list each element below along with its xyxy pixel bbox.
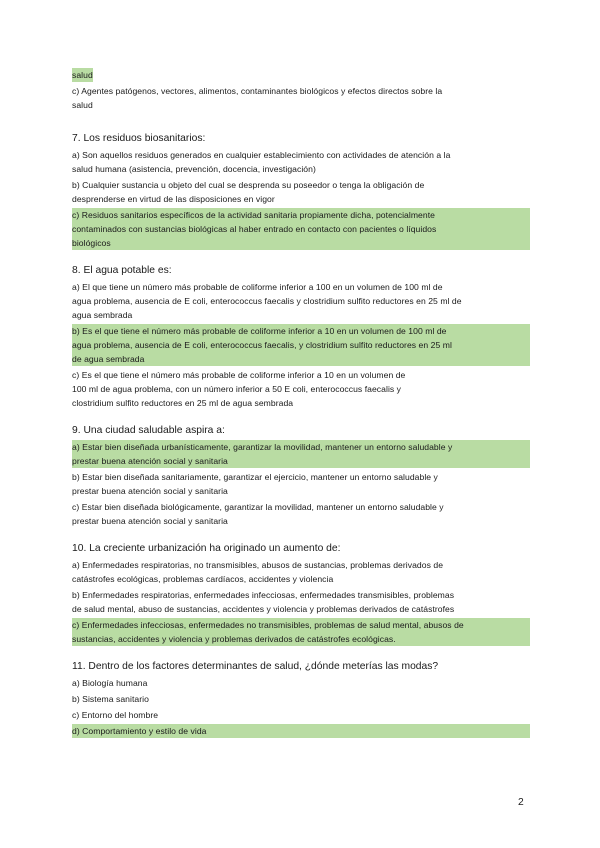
- option-line: salud humana (asistencia, prevención, docencia, investigación): [72, 164, 316, 174]
- option-line: c) Estar bien diseñada biológicamente, garantizar la movilidad, mantener un entorno saludable y: [72, 502, 444, 512]
- answer-option: [72, 676, 530, 690]
- option-line: a) Biología humana: [72, 678, 148, 688]
- answer-option: [72, 588, 530, 616]
- option-line: de agua sembrada: [72, 354, 145, 364]
- option-line: c) Agentes patógenos, vectores, alimentos, contaminantes biológicos y efectos directos sobre la: [72, 86, 443, 96]
- answer-option: [72, 178, 530, 206]
- option-line: salud: [72, 100, 93, 110]
- option-line: desprenderse en virtud de las disposiciones en vigor: [72, 194, 275, 204]
- document-page: [72, 68, 530, 740]
- option-line: a) El que tiene un número más probable de coliforme inferior a 100 en un volumen de 100 ml de: [72, 282, 443, 292]
- answer-option: [72, 708, 530, 722]
- intro-highlight: salud: [72, 70, 93, 80]
- answer-option-correct: [72, 440, 530, 468]
- option-line: biológicos: [72, 238, 111, 248]
- option-line: clostridium sulfito reductores en 25 ml de agua sembrada: [72, 398, 294, 408]
- option-line: b) Cualquier sustancia u objeto del cual se desprenda su poseedor o tenga la obligación de: [72, 180, 425, 190]
- option-line: c) Es el que tiene el número más probable de coliforme inferior a 10 en un volumen de: [72, 370, 406, 380]
- question-title: 9. Una ciudad saludable aspira a:: [72, 425, 225, 436]
- option-line: agua sembrada: [72, 310, 133, 320]
- option-line: prestar buena atención social y sanitaria: [72, 456, 228, 466]
- answer-option: [72, 368, 530, 410]
- answer-option: [72, 280, 530, 322]
- answer-option: [72, 470, 530, 498]
- option-line: b) Sistema sanitario: [72, 694, 149, 704]
- option-line: b) Es el que tiene el número más probable de coliforme inferior a 10 en un volumen de 100 ml de: [72, 326, 447, 336]
- question-list: [72, 132, 530, 738]
- option-line: a) Estar bien diseñada urbanísticamente, garantizar la movilidad, mantener un entorno saludable y: [72, 442, 453, 452]
- question-title: 8. El agua potable es:: [72, 265, 172, 276]
- option-line: b) Estar bien diseñada sanitariamente, garantizar el ejercicio, mantener un entorno saludable y: [72, 472, 438, 482]
- option-line: prestar buena atención social y sanitaria: [72, 486, 228, 496]
- option-line: b) Enfermedades respiratorias, enfermedades infecciosas, enfermedades transmisibles, problemas: [72, 590, 455, 600]
- answer-option: [72, 692, 530, 706]
- option-line: agua problema, ausencia de E coli, enterococcus faecalis, y clostridium sulfito reductores en 25 ml: [72, 340, 452, 350]
- option-line: de salud mental, abuso de sustancias, accidentes y violencia y problemas derivados de catástrofes: [72, 604, 455, 614]
- option-line: d) Comportamiento y estilo de vida: [72, 726, 207, 736]
- answer-option-correct: [72, 618, 530, 646]
- intro-line: [72, 68, 530, 82]
- option-line: 100 ml de agua problema, con un número inferior a 50 E coli, enterococcus faecalis y: [72, 384, 402, 394]
- question-title: 7. Los residuos biosanitarios:: [72, 133, 206, 144]
- page-number: 2: [518, 797, 524, 808]
- option-line: c) Entorno del hombre: [72, 710, 159, 720]
- answer-option-correct: [72, 324, 530, 366]
- answer-option: [72, 148, 530, 176]
- answer-option: [72, 558, 530, 586]
- option-line: catástrofes ecológicas, problemas cardíacos, accidentes y violencia: [72, 574, 334, 584]
- option-line: c) Enfermedades infecciosas, enfermedades no transmisibles, problemas de salud mental, abusos de: [72, 620, 464, 630]
- option-line: contaminados con sustancias biológicas al haber entrado en contacto con pacientes o líquidos: [72, 224, 437, 234]
- intro-option-c: [72, 84, 530, 112]
- answer-option: [72, 500, 530, 528]
- option-line: a) Enfermedades respiratorias, no transmisibles, abusos de sustancias, problemas derivados de: [72, 560, 444, 570]
- option-line: prestar buena atención social y sanitaria: [72, 516, 228, 526]
- answer-option-correct: [72, 724, 530, 738]
- option-line: a) Son aquellos residuos generados en cualquier establecimiento con actividades de atención a la: [72, 150, 451, 160]
- option-line: sustancias, accidentes y violencia y problemas derivados de catástrofes ecológicas.: [72, 634, 396, 644]
- question-title: 11. Dentro de los factores determinantes de salud, ¿dónde meterías las modas?: [72, 661, 439, 672]
- question-title: 10. La creciente urbanización ha originado un aumento de:: [72, 543, 341, 554]
- option-line: agua problema, ausencia de E coli, enterococcus faecalis y clostridium sulfito reductores en 25 ml de: [72, 296, 462, 306]
- answer-option-correct: [72, 208, 530, 250]
- option-line: c) Residuos sanitarios específicos de la actividad sanitaria propiamente dicha, potencialmente: [72, 210, 435, 220]
